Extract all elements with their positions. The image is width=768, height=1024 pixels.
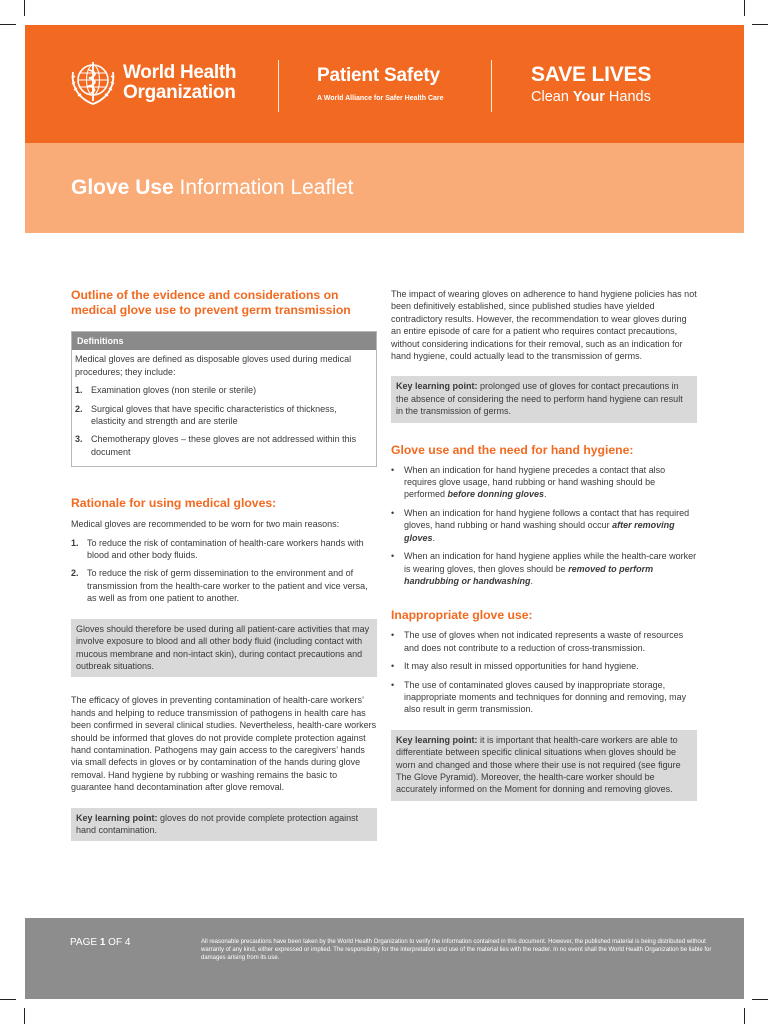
page-indicator — [70, 937, 130, 948]
crop-mark — [24, 0, 25, 16]
definitions-body — [72, 350, 376, 466]
list-number: 1. — [71, 537, 79, 548]
heading-inappropriate-use: Inappropriate glove use: — [391, 608, 533, 623]
list-text: Examination gloves (non sterile or sterile) — [91, 385, 257, 396]
save-lives-subtitle — [531, 89, 651, 105]
page-title — [71, 176, 354, 200]
list-text — [404, 464, 697, 501]
page-number: 1 — [99, 937, 106, 948]
crop-mark — [752, 24, 768, 25]
list-item — [391, 660, 697, 672]
key-learning-body: gloves do not provide complete protection against hand contamination. — [76, 812, 359, 835]
bullet-text: . — [544, 489, 547, 500]
key-learning-label: Key learning point: — [76, 812, 158, 823]
rationale-list — [71, 537, 377, 605]
crop-mark — [744, 1008, 745, 1024]
key-learning-label: Key learning point: — [396, 734, 478, 745]
bullet-emphasis: after removing gloves — [404, 520, 675, 543]
list-item — [391, 629, 697, 654]
list-number: 3. — [75, 434, 83, 445]
who-name-line2: Organization — [123, 82, 236, 103]
bullet-icon: • — [391, 551, 395, 562]
who-emblem-icon — [69, 58, 117, 108]
gloves-usage-text: Gloves should therefore be used during all patient-care activities that may involve exposure to blood and all other body fluid (including contact with mucous membrane and non-intact skin), during contact precautions and outbreak situations. — [76, 623, 370, 671]
heading-outline: Outline of the evidence and considerations on medical glove use to prevent germ transmission — [71, 288, 351, 317]
bullet-text: When an indication for hand hygiene follows a contact that has required gloves, hand rubbing or hand washing should occur — [404, 507, 690, 531]
patient-safety-title: Patient Safety — [317, 65, 440, 86]
list-item — [391, 550, 697, 587]
bullet-text: . — [432, 532, 436, 543]
who-name-line1: World Health — [123, 62, 237, 83]
bullet-emphasis: before donning gloves — [447, 489, 545, 500]
crop-mark — [0, 999, 16, 1000]
header-divider — [278, 60, 279, 112]
list-text — [404, 550, 697, 587]
save-lives-title: SAVE LIVES — [531, 63, 652, 86]
list-text: It may also result in missed opportunities for hand hygiene. — [404, 661, 639, 672]
key-learning-body: prolonged use of gloves for contact precautions in the absence of considering the need to perform hand hygiene can result in the transmission of germs. — [396, 381, 683, 417]
definitions-list — [75, 384, 371, 458]
page-label-pre: PAGE — [70, 937, 100, 948]
list-text: The use of gloves when not indicated represents a waste of resources and does not contribute to a reduction of cross-transmission. — [404, 630, 684, 653]
impact-paragraph: The impact of wearing gloves on adherence to hand hygiene policies has not been definitively established, since published studies have yielded contradictory results. However, the recommendation to wear gloves during an entire episode of care for a patient who requires contact precautions, without considering indications for their removal, such as an indication for hand hygiene, could actually lead to the transmission of germs. — [391, 289, 697, 362]
crop-mark — [0, 24, 16, 25]
list-text: To reduce the risk of germ dissemination to the environment and of transmission from the health-care worker to the patient and vice versa, as well as from one patient to another. — [87, 568, 368, 604]
list-text — [404, 507, 697, 544]
title-bold: Glove Use — [71, 176, 174, 199]
list-text: Chemotherapy gloves – these gloves are not addressed within this document — [91, 434, 357, 457]
crop-mark — [744, 0, 745, 16]
list-item — [75, 433, 371, 458]
gloves-usage-box — [71, 619, 377, 678]
footer-band — [25, 918, 744, 999]
bullet-text: When an indication for hand hygiene precedes a contact that also requires glove usage, hand rubbing or hand washing should be performed — [404, 464, 666, 500]
list-item — [391, 464, 697, 501]
bullet-icon: • — [391, 661, 395, 672]
crop-mark — [24, 1008, 25, 1024]
list-number: 1. — [75, 385, 83, 396]
list-number: 2. — [75, 403, 83, 414]
bullet-icon: • — [391, 630, 395, 641]
save-lives-pre: Clean — [531, 89, 573, 105]
header-divider — [491, 60, 492, 112]
title-rest: Information Leaflet — [173, 176, 354, 199]
bullet-icon: • — [391, 507, 395, 518]
list-item — [75, 384, 371, 396]
key-learning-box — [391, 730, 697, 801]
bullet-text: . — [530, 575, 534, 586]
bullet-icon: • — [391, 464, 395, 475]
page-label-post: OF 4 — [105, 937, 131, 948]
disclaimer-text: All reasonable precautions have been taken by the World Health Organization to verify the information contained in this document. However, the published material is being distributed without warranty of any kind, either expressed or implied. The responsibility for the interpretation and use of the material lies with the reader. In no event shall the World Health Organization be liable for damages arising from its use. — [201, 939, 712, 962]
key-learning-box — [71, 808, 377, 842]
save-lives-post: Hands — [604, 89, 651, 105]
definitions-intro: Medical gloves are defined as disposable gloves used during medical procedures; they include: — [75, 354, 352, 377]
right-column — [391, 288, 697, 801]
patient-safety-subtitle: A World Alliance for Safer Health Care — [317, 95, 444, 102]
who-logo — [69, 58, 236, 108]
list-text: To reduce the risk of contamination of health-care workers hands with blood and other body fluids. — [87, 537, 364, 561]
heading-rationale: Rationale for using medical gloves: — [71, 496, 277, 511]
inappropriate-list — [391, 629, 697, 715]
heading-hand-hygiene: Glove use and the need for hand hygiene: — [391, 442, 634, 457]
efficacy-paragraph: The efficacy of gloves in preventing contamination of health-care workers’ hands and helping to reduce transmission of pathogens in health care has been confirmed in several clinical studies. Nevertheless, health-care workers should be informed that gloves do not provide complete protection against hand contamination. Pathogens may gain access to the caregivers’ hands via small defects in gloves or by contamination of the hands during glove removal. Hand hygiene by rubbing or washing remains the basic to guarantee hand decontamination after glove removal. — [71, 695, 377, 793]
key-learning-body: it is important that health-care workers are able to differentiate between specific clinical situations when gloves should be worn and changed and those where their use is not required (see figure The Glove Pyramid). Moreover, the health-care worker should be accurately informed on the Moment for donning and removing gloves. — [396, 734, 681, 795]
definitions-box — [71, 331, 377, 467]
bullet-text: When an indication for hand hygiene applies while the health-care worker is wearing gloves, then gloves should be — [404, 551, 697, 574]
list-number: 2. — [71, 568, 79, 579]
save-lives-bold: Your — [572, 89, 605, 105]
rationale-intro: Medical gloves are recommended to be worn for two main reasons: — [71, 519, 340, 530]
who-wordmark — [123, 63, 236, 103]
bullet-icon: • — [391, 679, 395, 690]
crop-mark — [752, 999, 768, 1000]
key-learning-label: Key learning point: — [396, 381, 478, 392]
left-column — [71, 288, 377, 841]
key-learning-text — [396, 734, 692, 796]
definitions-header: Definitions — [72, 332, 376, 350]
list-text: The use of contaminated gloves caused by inappropriate storage, inappropriate moments and techniques for donning and removing, may also result in germ transmission. — [404, 679, 687, 715]
key-learning-box — [391, 376, 697, 422]
list-item — [75, 403, 371, 428]
title-band — [25, 143, 744, 233]
hygiene-list — [391, 464, 697, 588]
list-item — [391, 679, 697, 716]
list-item — [71, 567, 377, 604]
header-band — [25, 25, 744, 143]
list-item — [391, 507, 697, 544]
list-text: Surgical gloves that have specific characteristics of thickness, elasticity and strength and are sterile — [91, 403, 337, 427]
key-learning-text — [76, 812, 372, 837]
list-item — [71, 537, 377, 562]
bullet-emphasis: removed to perform handrubbing or handwashing — [404, 563, 654, 586]
key-learning-text — [396, 380, 692, 417]
